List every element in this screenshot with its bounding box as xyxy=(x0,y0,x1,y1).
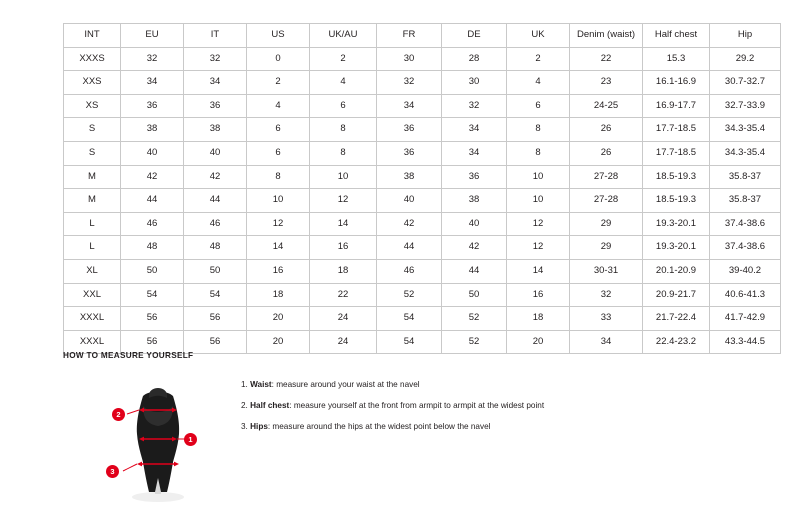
cell-de: 28 xyxy=(442,47,507,71)
cell-uk-au: 10 xyxy=(310,165,377,189)
cell-uk-au: 24 xyxy=(310,307,377,331)
cell-de: 52 xyxy=(442,307,507,331)
cell-uk: 8 xyxy=(507,141,570,165)
cell-denim-waist: 29 xyxy=(570,212,643,236)
cell-uk: 20 xyxy=(507,330,570,354)
cell-half-chest: 15.3 xyxy=(643,47,710,71)
cell-us: 6 xyxy=(247,118,310,142)
measure-note-waist xyxy=(241,380,731,391)
table-row xyxy=(64,236,781,260)
cell-eu: 34 xyxy=(121,71,184,95)
cell-uk-au: 18 xyxy=(310,259,377,283)
cell-hip: 34.3-35.4 xyxy=(710,118,781,142)
cell-int: XXXS xyxy=(64,47,121,71)
cell-denim-waist: 26 xyxy=(570,141,643,165)
measure-note-hips xyxy=(241,422,731,433)
cell-half-chest: 19.3-20.1 xyxy=(643,236,710,260)
cell-de: 38 xyxy=(442,189,507,213)
cell-de: 32 xyxy=(442,94,507,118)
cell-eu: 46 xyxy=(121,212,184,236)
column-header-eu: EU xyxy=(121,24,184,48)
cell-hip: 30.7-32.7 xyxy=(710,71,781,95)
how-to-measure-title: HOW TO MEASURE YOURSELF xyxy=(63,351,194,360)
column-header-half-chest: Half chest xyxy=(643,24,710,48)
cell-fr: 42 xyxy=(377,212,442,236)
column-header-fr: FR xyxy=(377,24,442,48)
cell-de: 30 xyxy=(442,71,507,95)
cell-denim-waist: 30-31 xyxy=(570,259,643,283)
cell-eu: 44 xyxy=(121,189,184,213)
cell-fr: 40 xyxy=(377,189,442,213)
table-row xyxy=(64,47,781,71)
column-header-hip: Hip xyxy=(710,24,781,48)
cell-de: 52 xyxy=(442,330,507,354)
cell-denim-waist: 23 xyxy=(570,71,643,95)
cell-hip: 41.7-42.9 xyxy=(710,307,781,331)
column-header-it: IT xyxy=(184,24,247,48)
table-row xyxy=(64,189,781,213)
cell-int: M xyxy=(64,165,121,189)
cell-hip: 39-40.2 xyxy=(710,259,781,283)
cell-hip: 35.8-37 xyxy=(710,189,781,213)
cell-us: 2 xyxy=(247,71,310,95)
cell-denim-waist: 27-28 xyxy=(570,189,643,213)
cell-denim-waist: 22 xyxy=(570,47,643,71)
cell-uk-au: 8 xyxy=(310,141,377,165)
cell-it: 56 xyxy=(184,307,247,331)
cell-eu: 56 xyxy=(121,307,184,331)
cell-us: 20 xyxy=(247,330,310,354)
cell-fr: 46 xyxy=(377,259,442,283)
cell-us: 6 xyxy=(247,141,310,165)
cell-int: S xyxy=(64,141,121,165)
column-header-de: DE xyxy=(442,24,507,48)
cell-int: L xyxy=(64,236,121,260)
cell-de: 36 xyxy=(442,165,507,189)
cell-half-chest: 16.1-16.9 xyxy=(643,71,710,95)
note-term-waist: Waist xyxy=(250,380,272,389)
note-index-2: 2. xyxy=(241,401,248,411)
size-chart-header xyxy=(64,24,781,48)
cell-us: 8 xyxy=(247,165,310,189)
cell-it: 46 xyxy=(184,212,247,236)
cell-fr: 36 xyxy=(377,118,442,142)
cell-fr: 52 xyxy=(377,283,442,307)
cell-fr: 54 xyxy=(377,307,442,331)
cell-fr: 32 xyxy=(377,71,442,95)
cell-uk: 16 xyxy=(507,283,570,307)
measure-note-half-chest xyxy=(241,401,731,412)
cell-fr: 44 xyxy=(377,236,442,260)
note-text-waist: : measure around your waist at the navel xyxy=(271,380,420,389)
cell-it: 56 xyxy=(184,330,247,354)
cell-uk-au: 4 xyxy=(310,71,377,95)
cell-it: 34 xyxy=(184,71,247,95)
cell-eu: 36 xyxy=(121,94,184,118)
measure-badge-1: 1 xyxy=(184,433,197,446)
cell-it: 44 xyxy=(184,189,247,213)
cell-uk: 4 xyxy=(507,71,570,95)
cell-denim-waist: 34 xyxy=(570,330,643,354)
cell-fr: 36 xyxy=(377,141,442,165)
cell-uk-au: 16 xyxy=(310,236,377,260)
cell-half-chest: 20.1-20.9 xyxy=(643,259,710,283)
cell-half-chest: 16.9-17.7 xyxy=(643,94,710,118)
cell-int: XXXL xyxy=(64,307,121,331)
cell-it: 38 xyxy=(184,118,247,142)
note-text-half-chest: : measure yourself at the front from armpit to armpit at the widest point xyxy=(289,401,545,411)
cell-de: 34 xyxy=(442,118,507,142)
table-row xyxy=(64,118,781,142)
cell-it: 48 xyxy=(184,236,247,260)
cell-uk-au: 22 xyxy=(310,283,377,307)
table-row xyxy=(64,94,781,118)
measure-badge-2: 2 xyxy=(112,408,125,421)
measure-badge-3: 3 xyxy=(106,465,119,478)
cell-denim-waist: 27-28 xyxy=(570,165,643,189)
cell-eu: 56 xyxy=(121,330,184,354)
cell-int: S xyxy=(64,118,121,142)
note-term-hips: Hips xyxy=(250,422,268,432)
table-row xyxy=(64,307,781,331)
cell-uk-au: 14 xyxy=(310,212,377,236)
cell-uk-au: 12 xyxy=(310,189,377,213)
table-row xyxy=(64,259,781,283)
cell-eu: 54 xyxy=(121,283,184,307)
column-header-uk-au: UK/AU xyxy=(310,24,377,48)
cell-half-chest: 17.7-18.5 xyxy=(643,118,710,142)
cell-eu: 32 xyxy=(121,47,184,71)
cell-it: 42 xyxy=(184,165,247,189)
cell-de: 40 xyxy=(442,212,507,236)
measure-notes-list xyxy=(241,380,731,443)
cell-us: 18 xyxy=(247,283,310,307)
cell-eu: 40 xyxy=(121,141,184,165)
note-term-half-chest: Half chest xyxy=(250,401,290,411)
note-index-3: 3. xyxy=(241,422,248,432)
cell-it: 50 xyxy=(184,259,247,283)
cell-hip: 43.3-44.5 xyxy=(710,330,781,354)
note-index-1: 1. xyxy=(241,380,248,389)
cell-us: 20 xyxy=(247,307,310,331)
cell-int: XXXL xyxy=(64,330,121,354)
column-header-uk: UK xyxy=(507,24,570,48)
cell-fr: 38 xyxy=(377,165,442,189)
cell-us: 0 xyxy=(247,47,310,71)
cell-uk: 12 xyxy=(507,236,570,260)
cell-us: 4 xyxy=(247,94,310,118)
cell-int: M xyxy=(64,189,121,213)
column-header-us: US xyxy=(247,24,310,48)
size-chart-body xyxy=(64,47,781,354)
table-row xyxy=(64,212,781,236)
cell-hip: 40.6-41.3 xyxy=(710,283,781,307)
cell-uk: 12 xyxy=(507,212,570,236)
cell-uk-au: 24 xyxy=(310,330,377,354)
cell-de: 44 xyxy=(442,259,507,283)
cell-uk-au: 6 xyxy=(310,94,377,118)
cell-denim-waist: 32 xyxy=(570,283,643,307)
cell-denim-waist: 29 xyxy=(570,236,643,260)
cell-half-chest: 19.3-20.1 xyxy=(643,212,710,236)
mannequin-illustration xyxy=(83,376,233,504)
cell-hip: 32.7-33.9 xyxy=(710,94,781,118)
cell-us: 16 xyxy=(247,259,310,283)
cell-fr: 34 xyxy=(377,94,442,118)
table-row xyxy=(64,141,781,165)
cell-uk: 8 xyxy=(507,118,570,142)
cell-int: XS xyxy=(64,94,121,118)
cell-uk-au: 2 xyxy=(310,47,377,71)
cell-half-chest: 17.7-18.5 xyxy=(643,141,710,165)
cell-uk: 6 xyxy=(507,94,570,118)
cell-int: XXL xyxy=(64,283,121,307)
cell-de: 34 xyxy=(442,141,507,165)
table-row xyxy=(64,71,781,95)
size-chart-table xyxy=(63,23,781,354)
cell-de: 42 xyxy=(442,236,507,260)
cell-denim-waist: 33 xyxy=(570,307,643,331)
cell-eu: 38 xyxy=(121,118,184,142)
cell-uk: 10 xyxy=(507,189,570,213)
cell-it: 36 xyxy=(184,94,247,118)
how-to-measure-section xyxy=(63,351,743,476)
cell-half-chest: 18.5-19.3 xyxy=(643,165,710,189)
cell-denim-waist: 24-25 xyxy=(570,94,643,118)
cell-us: 14 xyxy=(247,236,310,260)
cell-eu: 50 xyxy=(121,259,184,283)
cell-eu: 48 xyxy=(121,236,184,260)
cell-hip: 35.8-37 xyxy=(710,165,781,189)
cell-uk: 14 xyxy=(507,259,570,283)
cell-it: 32 xyxy=(184,47,247,71)
cell-uk: 2 xyxy=(507,47,570,71)
cell-half-chest: 20.9-21.7 xyxy=(643,283,710,307)
cell-denim-waist: 26 xyxy=(570,118,643,142)
cell-half-chest: 21.7-22.4 xyxy=(643,307,710,331)
cell-hip: 37.4-38.6 xyxy=(710,236,781,260)
table-row xyxy=(64,165,781,189)
cell-uk: 10 xyxy=(507,165,570,189)
cell-half-chest: 18.5-19.3 xyxy=(643,189,710,213)
cell-hip: 34.3-35.4 xyxy=(710,141,781,165)
cell-de: 50 xyxy=(442,283,507,307)
table-row xyxy=(64,283,781,307)
cell-int: XXS xyxy=(64,71,121,95)
cell-uk-au: 8 xyxy=(310,118,377,142)
table-header-row xyxy=(64,24,781,48)
column-header-int: INT xyxy=(64,24,121,48)
cell-hip: 37.4-38.6 xyxy=(710,212,781,236)
note-text-hips: : measure around the hips at the widest point below the navel xyxy=(267,422,491,432)
cell-fr: 54 xyxy=(377,330,442,354)
cell-it: 54 xyxy=(184,283,247,307)
cell-us: 10 xyxy=(247,189,310,213)
cell-int: XL xyxy=(64,259,121,283)
cell-int: L xyxy=(64,212,121,236)
cell-uk: 18 xyxy=(507,307,570,331)
cell-fr: 30 xyxy=(377,47,442,71)
cell-it: 40 xyxy=(184,141,247,165)
column-header-denim-waist: Denim (waist) xyxy=(570,24,643,48)
cell-hip: 29.2 xyxy=(710,47,781,71)
size-chart-table-wrapper xyxy=(63,23,766,354)
cell-us: 12 xyxy=(247,212,310,236)
cell-eu: 42 xyxy=(121,165,184,189)
cell-half-chest: 22.4-23.2 xyxy=(643,330,710,354)
